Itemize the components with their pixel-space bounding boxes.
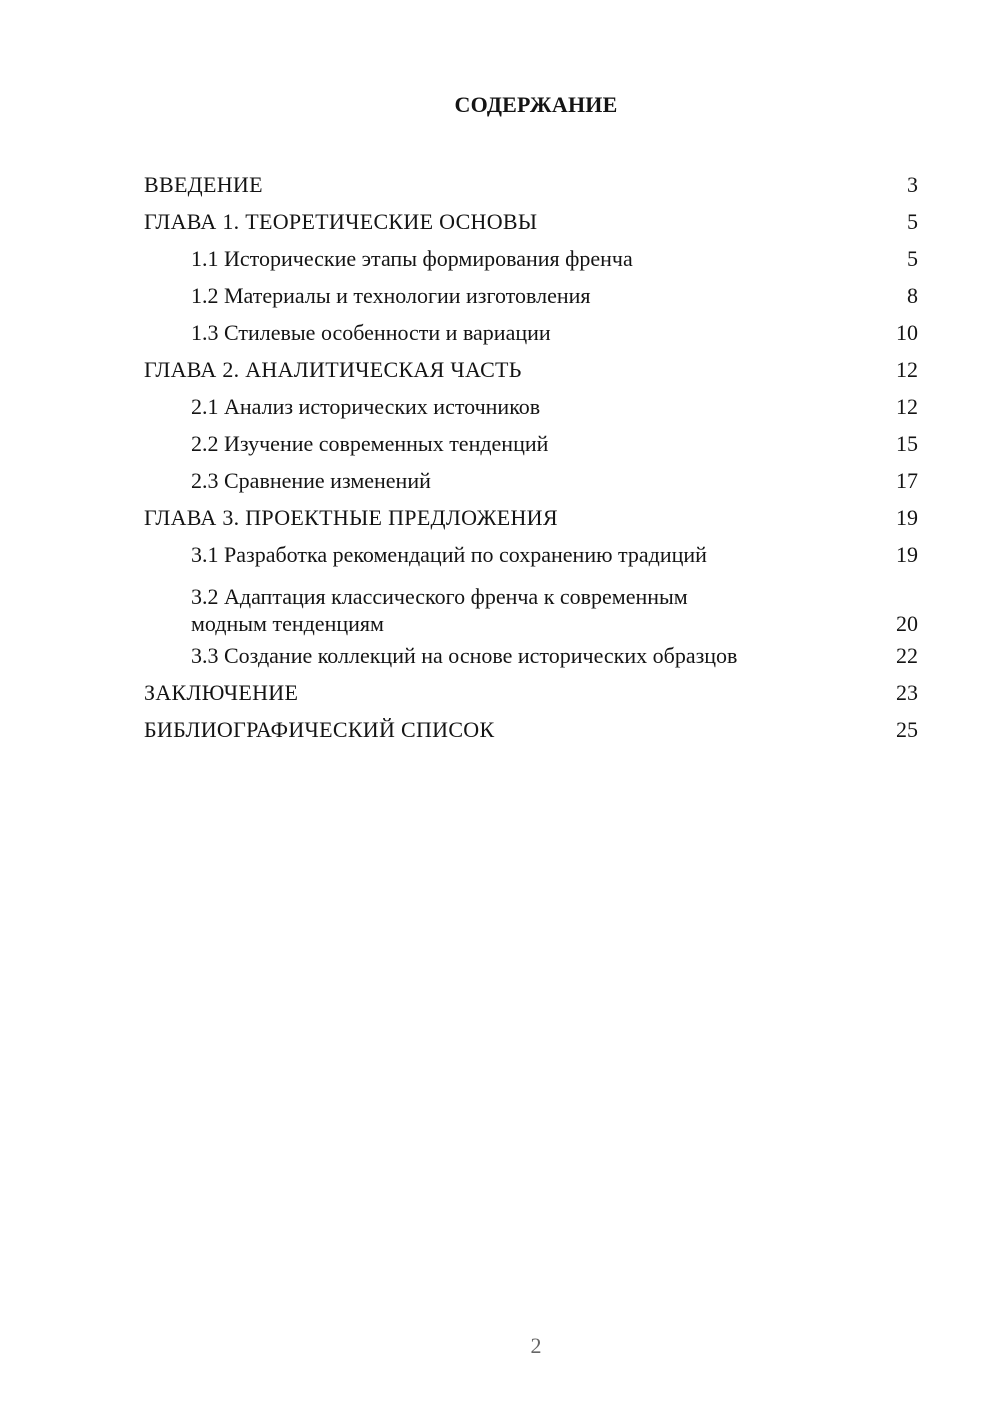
toc-entry-title: 3.2 Адаптация классического френча к современным модным тенденциям xyxy=(191,584,688,636)
toc-entry-page: 8 xyxy=(907,283,918,308)
toc-entry-page: 10 xyxy=(896,320,918,345)
toc-entry xyxy=(144,499,918,536)
toc-subentry xyxy=(144,425,918,462)
page-number: 2 xyxy=(530,1333,542,1358)
toc-subentry xyxy=(144,536,918,573)
toc-entry-title: 3.3 Создание коллекций на основе исторических образцов xyxy=(191,643,738,668)
toc-entry-title: ВВЕДЕНИЕ xyxy=(144,172,263,197)
toc-entry-title: ГЛАВА 2. АНАЛИТИЧЕСКАЯ ЧАСТЬ xyxy=(144,357,522,382)
toc-entry-title: 1.3 Стилевые особенности и вариации xyxy=(191,320,551,345)
toc-entry-title: ГЛАВА 1. ТЕОРЕТИЧЕСКИЕ ОСНОВЫ xyxy=(144,209,538,234)
toc-entry-page: 19 xyxy=(896,542,918,567)
toc-subentry xyxy=(144,573,918,637)
toc-entry-page: 23 xyxy=(896,680,918,705)
toc-subentry xyxy=(144,277,918,314)
toc-entry-page: 17 xyxy=(896,468,918,493)
toc-entry xyxy=(144,351,918,388)
toc-entry-title: 1.2 Материалы и технологии изготовления xyxy=(191,283,591,308)
toc-entry xyxy=(144,711,918,748)
toc-subentry xyxy=(144,637,918,674)
toc-subentry xyxy=(144,240,918,277)
toc-entry-title: 2.2 Изучение современных тенденций xyxy=(191,431,549,456)
toc-entry xyxy=(144,674,918,711)
toc-entry-page: 5 xyxy=(907,209,918,234)
toc-entry-title: БИБЛИОГРАФИЧЕСКИЙ СПИСОК xyxy=(144,717,495,742)
toc-entry-title: 2.1 Анализ исторических источников xyxy=(191,394,541,419)
toc-entry-title: 1.1 Исторические этапы формирования френча xyxy=(191,246,633,271)
toc-entry-page: 12 xyxy=(896,357,918,382)
toc-entry-page: 15 xyxy=(896,431,918,456)
toc-entry-title: 2.3 Сравнение изменений xyxy=(191,468,431,493)
toc-entry xyxy=(144,203,918,240)
toc-subentry xyxy=(144,388,918,425)
toc-entry-page: 25 xyxy=(896,717,918,742)
toc-entry-page: 12 xyxy=(896,394,918,419)
toc-entry-page: 5 xyxy=(907,246,918,271)
toc-entry-title: ГЛАВА 3. ПРОЕКТНЫЕ ПРЕДЛОЖЕНИЯ xyxy=(144,505,558,530)
toc-entry-page: 19 xyxy=(896,505,918,530)
toc-entry-page: 20 xyxy=(896,611,918,636)
toc-entry-page: 3 xyxy=(907,172,918,197)
toc-subentry xyxy=(144,314,918,351)
toc-entry-title: 3.1 Разработка рекомендаций по сохранению традиций xyxy=(191,542,707,567)
toc-entry-title: ЗАКЛЮЧЕНИЕ xyxy=(144,680,299,705)
table-of-contents xyxy=(144,166,918,748)
toc-entry-page: 22 xyxy=(896,643,918,668)
toc-entry xyxy=(144,166,918,203)
page-title: СОДЕРЖАНИЕ xyxy=(454,92,618,117)
toc-subentry xyxy=(144,462,918,499)
